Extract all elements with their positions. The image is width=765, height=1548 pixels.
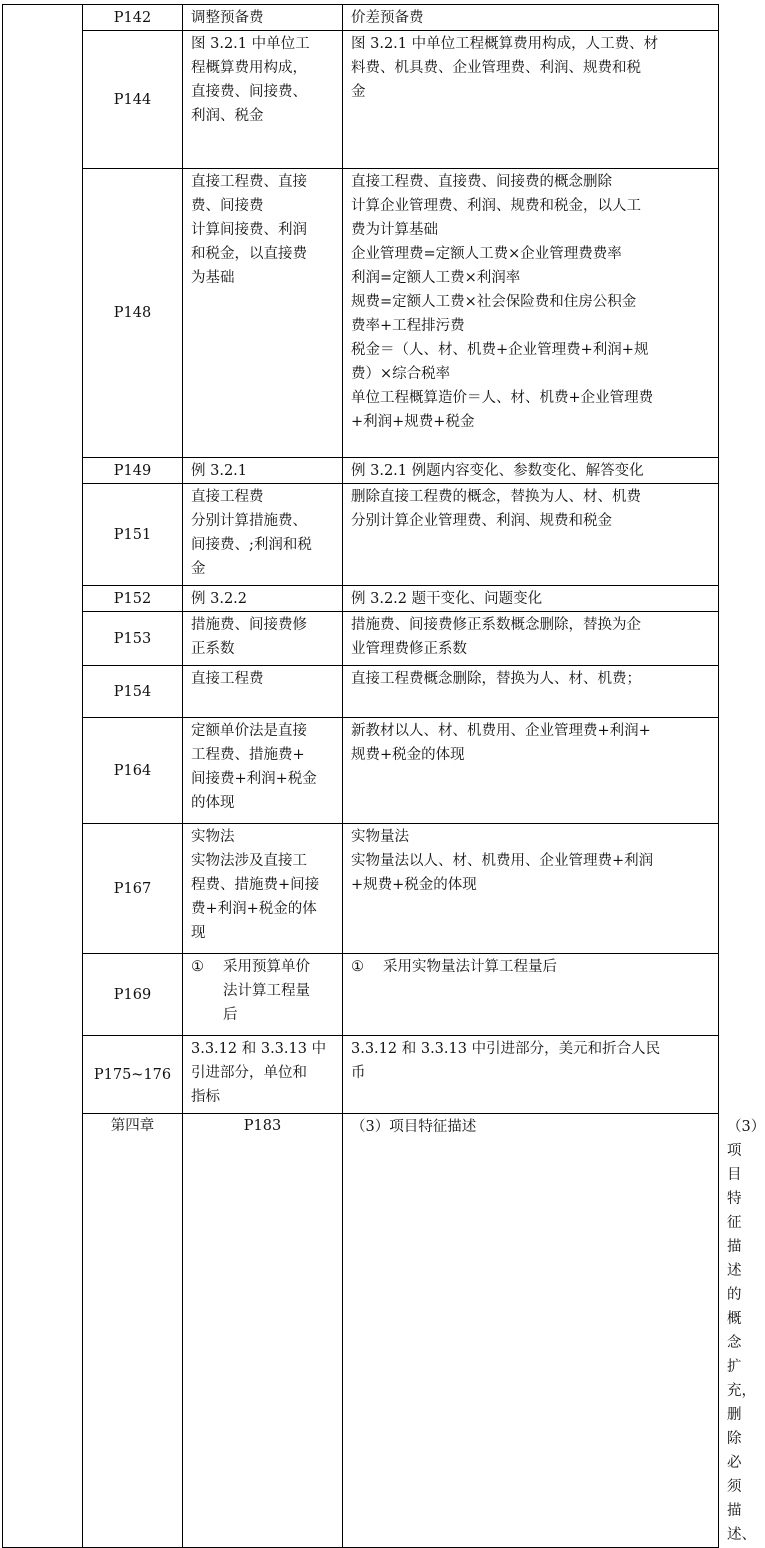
table-row xyxy=(3,824,719,954)
table-row xyxy=(3,5,719,31)
old-line: 图 3.2.1 中单位工 xyxy=(191,36,310,52)
new-content-cell xyxy=(343,1036,719,1114)
page-cell: P151 xyxy=(83,484,183,586)
old-content-cell xyxy=(183,612,343,666)
page-cell: P142 xyxy=(83,5,183,31)
old-line: 程费、措施费+间接 xyxy=(191,877,320,893)
new-content-cell xyxy=(343,824,719,954)
page-cell: P154 xyxy=(83,666,183,718)
new-line: 规费+税金的体现 xyxy=(351,747,465,763)
old-line: 正系数 xyxy=(191,641,235,657)
old-line: 调整预备费 xyxy=(191,10,264,26)
new-content-cell xyxy=(343,718,719,824)
new-line: 单位工程概算造价＝人、材、机费+企业管理费 xyxy=(351,390,654,406)
old-content-cell xyxy=(183,31,343,169)
old-line: 后 xyxy=(223,1007,238,1023)
chapter-cell: 第四章 xyxy=(83,1114,183,1548)
old-line: 直接费、间接费、 xyxy=(191,84,307,100)
old-line: 的体现 xyxy=(191,795,235,811)
new-line: 新教材以人、材、机费用、企业管理费+利润+ xyxy=(351,723,651,739)
old-line: 引进部分，单位和 xyxy=(191,1065,307,1081)
table-row xyxy=(3,666,719,718)
new-line: 金 xyxy=(351,84,366,100)
page-cell: P164 xyxy=(83,718,183,824)
new-line: 图 3.2.1 中单位工程概算费用构成，人工费、材 xyxy=(351,36,659,52)
old-content-cell xyxy=(343,1114,719,1548)
old-line: 工程费、措施费+ xyxy=(191,747,305,763)
new-content-cell xyxy=(343,458,719,484)
page-cell: P183 xyxy=(183,1114,343,1548)
old-line: 措施费、间接费修 xyxy=(191,617,307,633)
page-cell: P169 xyxy=(83,954,183,1036)
old-line: 利润、税金 xyxy=(191,108,264,124)
new-line: 费）×综合税率 xyxy=(351,366,451,382)
old-line: 现 xyxy=(191,925,206,941)
new-line: +规费+税金的体现 xyxy=(351,877,477,893)
table-row xyxy=(3,718,719,824)
new-line: 价差预备费 xyxy=(351,10,424,26)
new-line: 料费、机具费、企业管理费、利润、规费和税 xyxy=(351,60,641,76)
old-line: 定额单价法是直接 xyxy=(191,723,307,739)
old-content-cell xyxy=(183,484,343,586)
new-line: 直接工程费概念删除，替换为人、材、机费； xyxy=(351,671,641,687)
table-row xyxy=(3,586,719,612)
new-line: 计算企业管理费、利润、规费和税金，以人工 xyxy=(351,198,641,214)
table-row xyxy=(3,169,719,458)
circled-number-marker: ① xyxy=(351,959,364,975)
page-cell: P144 xyxy=(83,31,183,169)
old-content-cell xyxy=(183,586,343,612)
new-line: 企业管理费=定额人工费×企业管理费费率 xyxy=(351,246,622,262)
old-line: 费、间接费 xyxy=(191,198,264,214)
new-line: 利润=定额人工费×利润率 xyxy=(351,270,521,286)
chapter-cell xyxy=(3,5,83,1548)
new-line: 分别计算企业管理费、利润、规费和税金 xyxy=(351,513,612,529)
old-line: （3）项目特征描述 xyxy=(351,1119,477,1135)
old-line: 指标 xyxy=(191,1089,220,1105)
new-line: 3.3.12 和 3.3.13 中引进部分，美元和折合人民 xyxy=(351,1041,661,1057)
old-line: 程概算费用构成， xyxy=(191,60,307,76)
new-line: 币 xyxy=(351,1065,366,1081)
old-line: 费+利润+税金的体 xyxy=(191,901,317,917)
old-line: 计算间接费、利润 xyxy=(191,222,307,238)
old-content-cell xyxy=(183,169,343,458)
new-content-cell xyxy=(343,169,719,458)
new-line: +利润+规费+税金 xyxy=(351,414,475,430)
page-cell: P175~176 xyxy=(83,1036,183,1114)
new-line: 采用实物量法计算工程量后 xyxy=(383,959,557,975)
table-row xyxy=(3,1036,719,1114)
new-line: 直接工程费、直接费、间接费的概念删除 xyxy=(351,174,612,190)
old-line: 和税金，以直接费 xyxy=(191,246,307,262)
circled-number-marker: ① xyxy=(191,959,204,975)
old-content-cell xyxy=(183,5,343,31)
old-line: 间接费、;利润和税 xyxy=(191,537,312,553)
new-line: 费率+工程排污费 xyxy=(351,318,465,334)
old-content-cell xyxy=(183,824,343,954)
old-line: 金 xyxy=(191,561,206,577)
old-line: 间接费+利润+税金 xyxy=(191,771,317,787)
new-content-cell xyxy=(343,586,719,612)
new-line: 税金＝（人、材、机费+企业管理费+利润+规 xyxy=(351,342,649,358)
old-content-cell xyxy=(183,718,343,824)
table-row: 第四章 P183 （3）项目特征描述 （3）项目特征描述的概念扩充，删除必须描述、 xyxy=(3,1114,719,1548)
new-line: 规费=定额人工费×社会保险费和住房公积金 xyxy=(351,294,637,310)
new-content-cell xyxy=(343,666,719,718)
table-row xyxy=(3,954,719,1036)
old-line: 为基础 xyxy=(191,270,235,286)
table-row xyxy=(3,31,719,169)
page-cell: P148 xyxy=(83,169,183,458)
new-line: 费为计算基础 xyxy=(351,222,438,238)
new-line: 实物量法 xyxy=(351,829,409,845)
old-line: 直接工程费、直接 xyxy=(191,174,307,190)
new-line: 措施费、间接费修正系数概念删除，替换为企 xyxy=(351,617,641,633)
old-line: 实物法 xyxy=(191,829,235,845)
new-content-cell xyxy=(343,484,719,586)
new-line: 实物量法以人、材、机费用、企业管理费+利润 xyxy=(351,853,654,869)
page-cell: P152 xyxy=(83,586,183,612)
new-line: 例 3.2.1 例题内容变化、参数变化、解答变化 xyxy=(351,463,644,479)
new-content-cell xyxy=(343,612,719,666)
old-content-cell xyxy=(183,1036,343,1114)
old-line: 实物法涉及直接工 xyxy=(191,853,307,869)
new-content-cell xyxy=(343,5,719,31)
old-line: 例 3.2.1 xyxy=(191,463,248,479)
table-row xyxy=(3,458,719,484)
new-line: 删除直接工程费的概念，替换为人、材、机费 xyxy=(351,489,641,505)
new-line: 例 3.2.2 题干变化、问题变化 xyxy=(351,591,543,607)
old-line: 3.3.12 和 3.3.13 中 xyxy=(191,1041,327,1057)
old-content-cell xyxy=(183,954,343,1036)
old-content-cell xyxy=(183,458,343,484)
page-cell: P153 xyxy=(83,612,183,666)
old-line: 法计算工程量 xyxy=(223,983,310,999)
page-cell: P149 xyxy=(83,458,183,484)
new-content-cell xyxy=(343,954,719,1036)
table-row xyxy=(3,612,719,666)
old-line: 例 3.2.2 xyxy=(191,591,248,607)
revision-table xyxy=(2,4,765,1548)
page-cell: P167 xyxy=(83,824,183,954)
new-line: 业管理费修正系数 xyxy=(351,641,467,657)
new-content-cell xyxy=(343,31,719,169)
table-row xyxy=(3,484,719,586)
old-line: 采用预算单价 xyxy=(223,959,310,975)
old-line: 分别计算措施费、 xyxy=(191,513,307,529)
old-line: 直接工程费 xyxy=(191,671,264,687)
old-content-cell xyxy=(183,666,343,718)
old-line: 直接工程费 xyxy=(191,489,264,505)
